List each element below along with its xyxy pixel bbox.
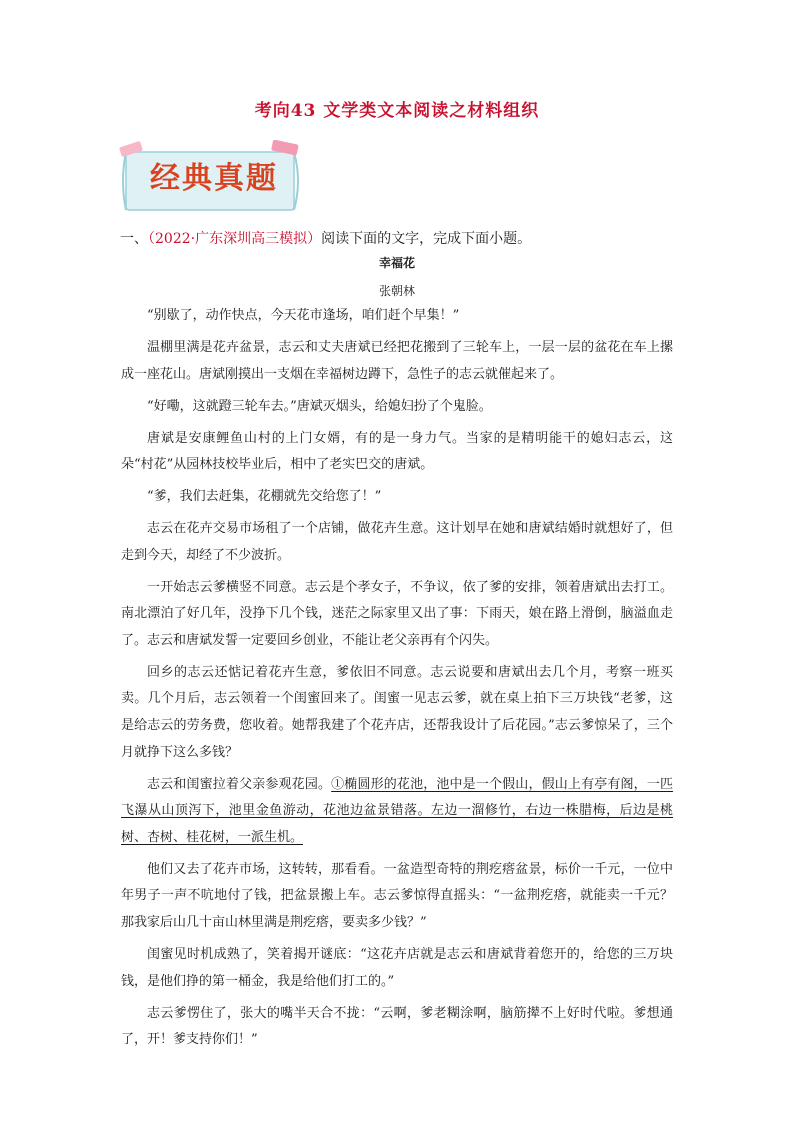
story-paragraph: 唐斌是安康鲤鱼山村的上门女婿，有的是一身力气。当家的是精明能干的媳妇志云，这朵“村花”从园林技校毕业后，相中了老实巴交的唐斌。 — [121, 430, 673, 473]
story-paragraph: 一开始志云爹横竖不同意。志云是个孝女子，不争议，依了爹的安排，领着唐斌出去打工。南北漂泊了好几年，没挣下几个钱，迷茫之际家里又出了事：下雨天，娘在路上滑倒，脑溢血走了。志云和唐斌发誓一定要回乡创业，不能让老父亲再有个闪失。 — [121, 579, 673, 648]
story-paragraph: 志云爹愣住了，张大的嘴半天合不拢：“云啊，爹老糊涂啊，脑筋撵不上好时代啦。爹想通了，开！爹支持你们！” — [121, 1005, 673, 1048]
page-title: 考向43 文学类文本阅读之材料组织 — [254, 101, 540, 121]
story-paragraph: 他们又去了花卉市场，这转转，那看看。一盆造型奇特的荆疙瘩盆景，标价一千元，一位中年男子一声不吭地付了钱，把盆景搬上车。志云爹惊得直摇头：“一盆荆疙瘩，就能卖一千元？那我家后山几十亩山林里满是荆疙瘩，要卖多少钱？” — [121, 861, 673, 930]
question-header — [120, 228, 680, 248]
story-paragraph: “爹，我们去赶集，花棚就先交给您了！” — [147, 489, 382, 505]
story-paragraph: “别歇了，动作快点，今天花市逢场，咱们赶个早集！” — [147, 308, 460, 323]
story-paragraph: 温棚里满是花卉盆景，志云和丈夫唐斌已经把花搬到了三轮车上，一层一层的盆花在车上摞成一座花山。唐斌刚摸出一支烟在幸福树边蹲下，急性子的志云就催起来了。 — [121, 339, 673, 382]
story-paragraph — [121, 772, 673, 852]
story-paragraph: 志云在花卉交易市场租了一个店铺，做花卉生意。这计划早在她和唐斌结婚时就想好了，但走到今天，却经了不少波折。 — [121, 521, 673, 563]
story-title: 幸福花 — [378, 256, 415, 270]
story-paragraph: 回乡的志云还惦记着花卉生意，爹依旧不同意。志云说要和唐斌出去几个月，考察一班买卖。几个月后，志云领着一个闺蜜回来了。闺蜜一见志云爹，就在桌上拍下三万块钱“老爹，这是给志云的劳务费，您收着。她帮我建了个花卉店，还帮我设计了后花园。”志云爹惊呆了，三个月就挣下这么多钱？ — [121, 664, 673, 760]
question-instruction: 阅读下面的文字，完成下面小题。 — [321, 231, 532, 247]
story-paragraph: “好嘞，这就蹬三轮车去。”唐斌灭烟头，给媳妇扮了个鬼脸。 — [147, 398, 492, 414]
paragraph-text: 志云和闺蜜拉着父亲参观花园。 — [147, 776, 332, 792]
question-source: （2022·广东深圳高三模拟） — [148, 231, 322, 247]
question-number: 一、 — [120, 231, 148, 247]
story-author: 张朝林 — [378, 284, 415, 298]
underlined-passage-1: ①椭圆形的花池，池中是一个假山，假山上有亭有阁，一匹飞瀑从山顶泻下，池里金鱼游动，花池边盆景错落。左边一溜修竹，右边一株腊梅，后边是桃树、杏树、桂花树，一派生机。 — [121, 776, 673, 845]
story-body — [121, 303, 673, 1059]
story-paragraph: 闺蜜见时机成熟了，笑着揭开谜底：“这花卉店就是志云和唐斌背着您开的，给您的三万块钱，是他们挣的第一桶金，我是给他们打工的。” — [121, 946, 673, 989]
banner-label: 经典真题 — [150, 161, 278, 196]
